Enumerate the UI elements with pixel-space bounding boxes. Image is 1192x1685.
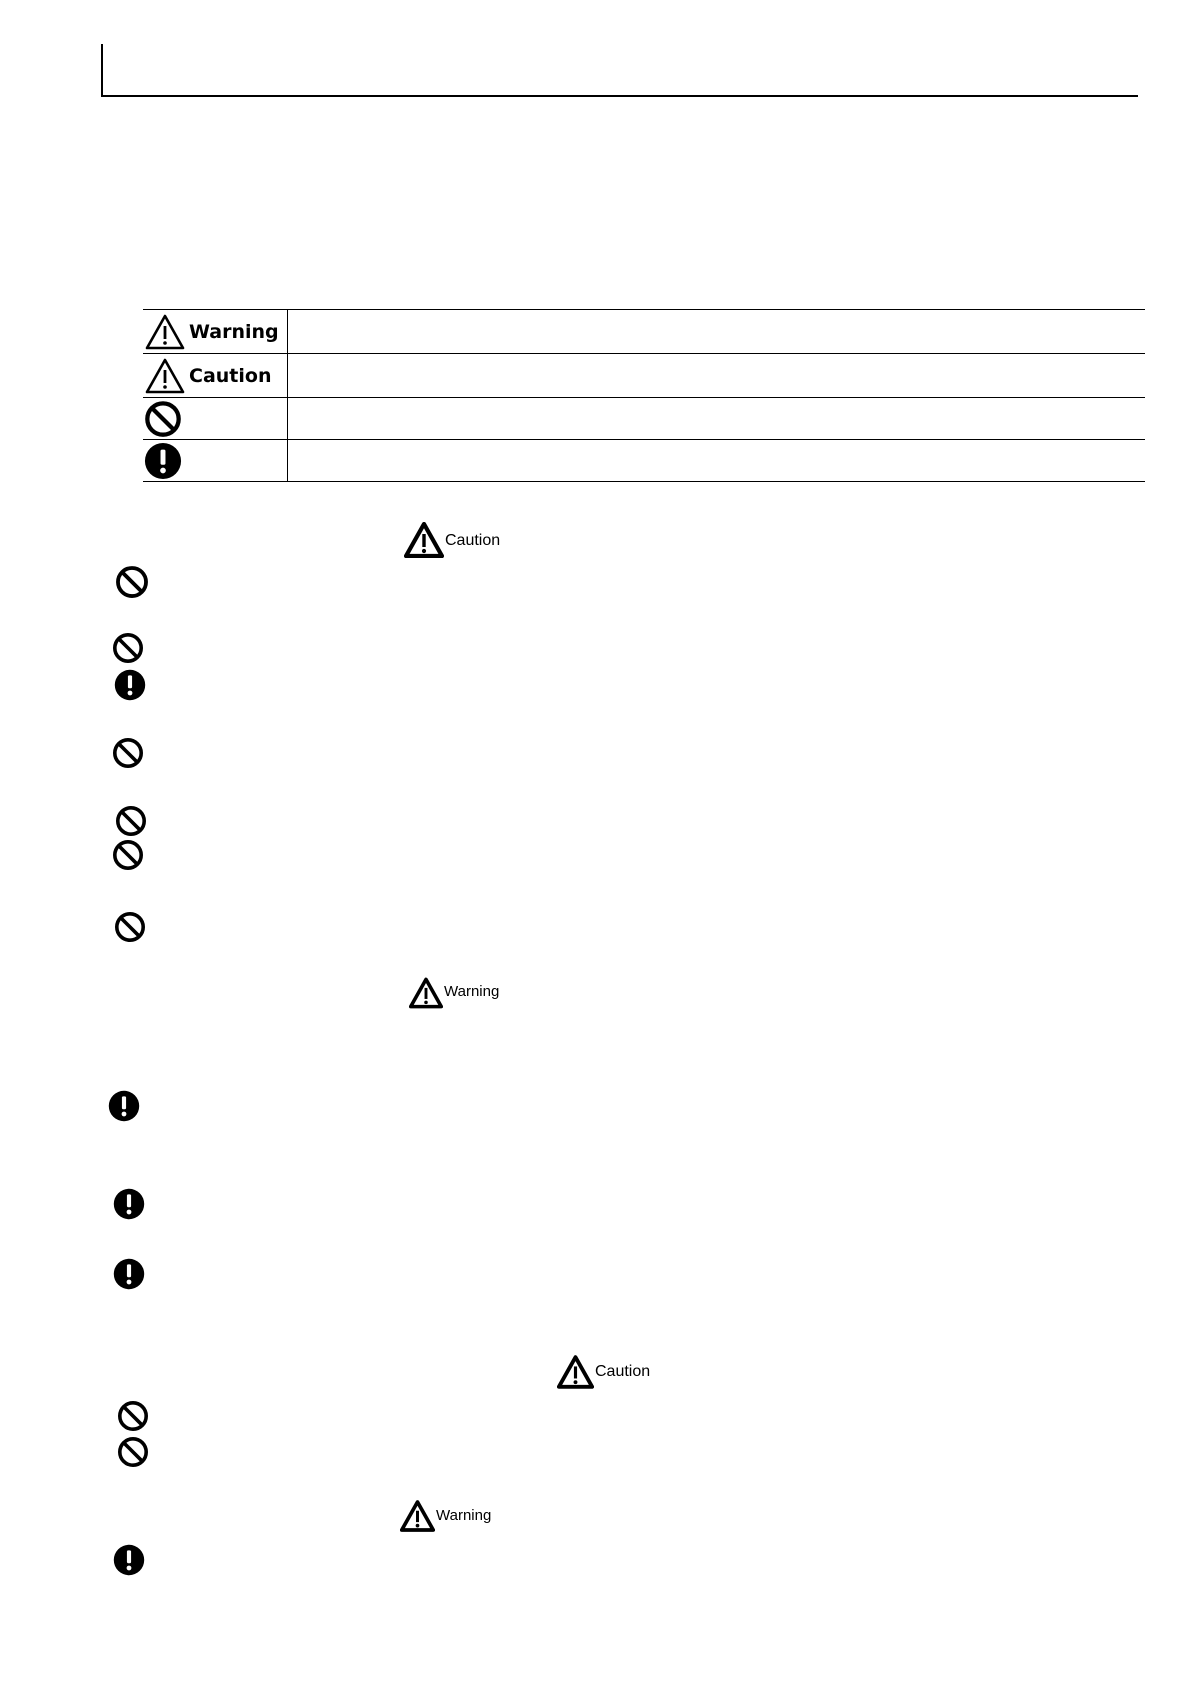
mandatory-icon bbox=[113, 1258, 145, 1290]
legend-row-mandatory bbox=[143, 440, 1145, 482]
caution-triangle-icon bbox=[557, 1355, 594, 1389]
section-heading-caution bbox=[557, 1355, 650, 1389]
legend-label-caution: Caution bbox=[189, 364, 272, 387]
warning-triangle-icon bbox=[409, 977, 443, 1009]
header-vertical-rule bbox=[101, 44, 103, 96]
legend-description bbox=[288, 354, 1146, 398]
legend-description bbox=[288, 440, 1146, 482]
mandatory-icon bbox=[113, 1544, 145, 1576]
caution-triangle-icon bbox=[145, 358, 185, 394]
warning-triangle-icon bbox=[145, 314, 185, 350]
section-heading-caution bbox=[404, 522, 500, 558]
prohibition-icon bbox=[112, 737, 144, 769]
prohibition-icon bbox=[117, 1436, 149, 1468]
legend-label-warning: Warning bbox=[189, 320, 279, 343]
mandatory-icon bbox=[114, 669, 146, 701]
legend-description bbox=[288, 310, 1146, 354]
mandatory-icon bbox=[144, 442, 182, 480]
legend-row-warning bbox=[143, 310, 1145, 354]
warning-triangle-icon bbox=[400, 1500, 435, 1532]
section-heading-label: Caution bbox=[445, 532, 501, 549]
section-heading-warning bbox=[409, 977, 499, 1009]
prohibition-icon bbox=[114, 911, 146, 943]
header-horizontal-rule bbox=[101, 95, 1138, 97]
prohibition-icon bbox=[115, 565, 149, 599]
legend-description bbox=[288, 398, 1146, 440]
mandatory-icon bbox=[113, 1188, 145, 1220]
legend-row-caution bbox=[143, 354, 1145, 398]
section-heading-label: Warning bbox=[444, 983, 500, 1000]
prohibition-icon bbox=[112, 632, 144, 664]
symbol-legend-table bbox=[143, 309, 1145, 482]
prohibition-icon bbox=[117, 1400, 149, 1432]
section-heading-label: Caution bbox=[595, 1363, 651, 1380]
prohibition-icon bbox=[115, 805, 147, 837]
section-heading-label: Warning bbox=[436, 1507, 492, 1524]
mandatory-icon bbox=[108, 1090, 140, 1122]
prohibition-icon bbox=[112, 839, 144, 871]
prohibition-icon bbox=[144, 400, 182, 438]
caution-triangle-icon bbox=[404, 522, 444, 558]
legend-row-prohibition bbox=[143, 398, 1145, 440]
section-heading-warning bbox=[400, 1500, 491, 1532]
